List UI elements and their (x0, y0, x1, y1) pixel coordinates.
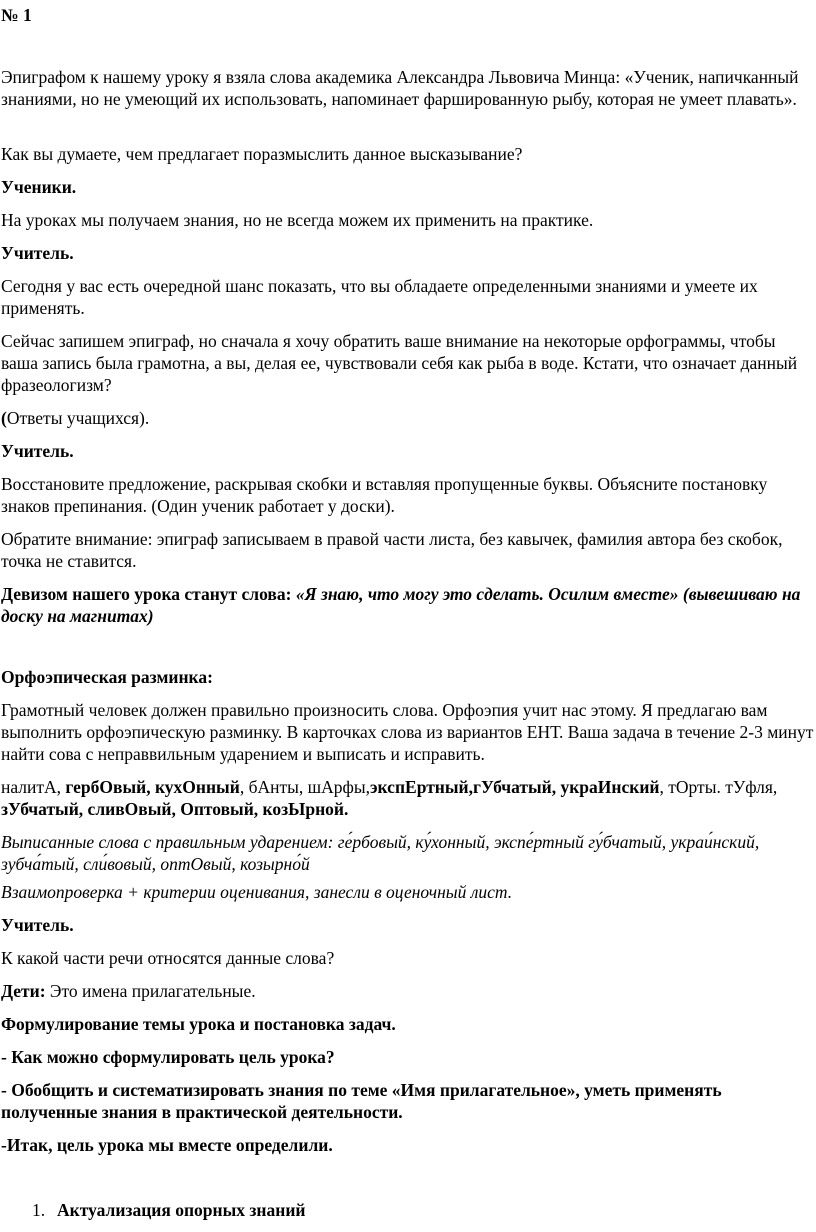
teacher-label: Учитель. (1, 243, 74, 263)
student-answers-text: Ответы учащихся). (6, 408, 150, 428)
teacher-paragraph-chance: Сегодня у вас есть очередной шанс показать, что вы обладаете определенными знаниями и умеете их применять. (1, 276, 758, 318)
peer-check-paragraph: Взаимопроверка + критерии оценивания, занесли в оценочный лист. (1, 882, 513, 902)
restore-sentence-paragraph: Восстановите предложение, раскрывая скобки и вставляя пропущенные буквы. Объясните постановку знаков препинания. (Один ученик работает у доски). (1, 474, 768, 516)
stress-words-segment-6: зУбчатый, сливОвый, Оптовый, козЫрной. (1, 799, 349, 819)
teacher-label-3: Учитель. (1, 915, 74, 935)
orthoepic-warmup-heading: Орфоэпическая разминка: (1, 667, 213, 687)
students-label: Ученики. (1, 177, 77, 197)
question-paragraph: Как вы думаете, чем предлагает поразмыслить данное высказывание? (1, 144, 523, 164)
motto-paragraph (1, 583, 814, 627)
children-answer-text: Это имена прилагательные. (45, 981, 256, 1001)
correct-stress-paragraph: Выписанные слова с правильным ударением: ге́рбовый, ку́хонный, экспе́ртный гу́бчатый, украи́нский, зубча́тый, сли́вовый, оптОвый, козырно́й (1, 832, 760, 874)
stress-words-segment-3: , бАнты, шАрфы, (239, 777, 370, 797)
list-number: 1. (32, 1200, 46, 1220)
lesson-goal-answer: - Обобщить и систематизировать знания по теме «Имя прилагательное», уметь применять полученные знания в практической деятельности. (1, 1080, 722, 1122)
motto-lead: Девизом нашего урока станут слова: (1, 584, 296, 604)
teacher-paragraph-orthograms: Сейчас запишем эпиграф, но сначала я хочу обратить ваше внимание на некоторые орфограммы, чтобы ваша запись была грамотна, а вы, делая ее, чувствовали себя как рыба в воде. Кстати, что означает данный фразеологизм? (1, 331, 798, 395)
children-answer (1, 980, 814, 1002)
document-heading: № 1 (1, 5, 32, 25)
student-answers-note (1, 407, 814, 429)
stress-words-segment-1: налитА, (1, 777, 66, 797)
epigraph-intro-paragraph: Эпиграфом к нашему уроку я взяла слова академика Александра Львовича Минца: «Ученик, напичканный знаниями, но не умеющий их использовать, напоминает фаршированную рыбу, которая не умеет плавать». (1, 67, 799, 109)
open-paren: ( (1, 408, 7, 428)
list-item-text: Актуализация опорных знаний (57, 1200, 306, 1220)
stress-words-segment-5: , тОрты. тУфля, (659, 777, 778, 797)
attention-paragraph: Обратите внимание: эпиграф записываем в правой части листа, без кавычек, фамилия автора без скобок, точка не ставится. (1, 529, 783, 571)
goal-defined-line: -Итак, цель урока мы вместе определили. (1, 1135, 333, 1155)
motto-quote: «Я знаю, что могу это сделать. Осилим вместе» (вывешиваю на доску на магнитах) (1, 584, 801, 626)
students-answer-paragraph: На уроках мы получаем знания, но не всегда можем их применить на практике. (1, 210, 594, 230)
stress-words-segment-2: гербОвый, кухОнный (65, 777, 240, 797)
topic-formulation-heading: Формулирование темы урока и постановка задач. (1, 1014, 396, 1034)
lesson-goal-question: - Как можно сформулировать цель урока? (1, 1047, 335, 1067)
teacher-label-2: Учитель. (1, 441, 74, 461)
children-label: Дети: (1, 981, 46, 1001)
orthoepy-paragraph: Грамотный человек должен правильно произносить слова. Орфоэпия учит нас этому. Я предлагаю вам выполнить орфоэпическую разминку. В карточках слова из вариантов ЕНТ. Ваша задача в течение 2-3 минут найти сова с неправвильным ударением и выписать и исправить. (1, 700, 814, 764)
stress-words-list (1, 776, 814, 820)
part-of-speech-question: К какой части речи относятся данные слова? (1, 948, 335, 968)
stress-words-segment-4: экспЕртный,гУбчатый, украИнский (369, 777, 660, 797)
